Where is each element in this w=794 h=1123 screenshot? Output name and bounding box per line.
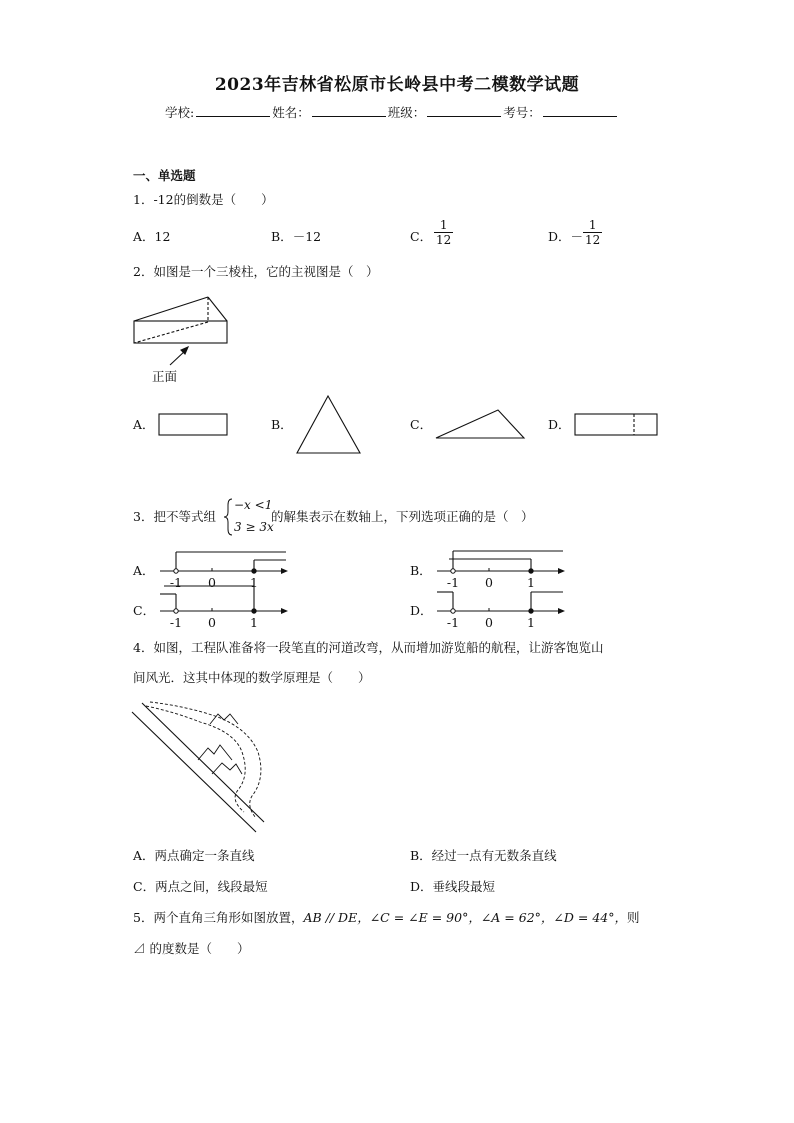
q3-a-tick-label-1: 0 bbox=[208, 575, 216, 590]
q1-d-sign: － bbox=[570, 229, 584, 244]
q5-stem-post: 则 bbox=[626, 910, 640, 925]
q3-inequality-2: 3 ≥ 3x bbox=[234, 520, 274, 534]
q4-stem-line2: 间风光．这其中体现的数学原理是（ ） bbox=[133, 670, 371, 685]
q3-d-tick-label-1: 0 bbox=[485, 615, 493, 630]
q1-a-value: 12 bbox=[154, 229, 171, 244]
q2-front-label: 正面 bbox=[152, 369, 178, 384]
q3-b-tick-label-2: 1 bbox=[527, 575, 535, 590]
q1-d-label: D． bbox=[548, 229, 571, 244]
q3-a-tick-label-0: -1 bbox=[169, 575, 183, 590]
q5-math: AB // DE，∠C = ∠E = 90°，∠A = 62°，∠D = 44°， bbox=[303, 910, 627, 925]
mountain-icon-3 bbox=[212, 763, 242, 774]
q3-c-tick-label-1: 0 bbox=[208, 615, 216, 630]
q3-c-tick-label-0: -1 bbox=[169, 615, 183, 630]
q3-a-tick-label-2: 1 bbox=[250, 575, 258, 590]
straight-river-bank-2 bbox=[142, 703, 264, 822]
q5-stem bbox=[133, 910, 640, 926]
q1-c-numerator: 1 bbox=[434, 218, 453, 233]
q1-d-denominator: 12 bbox=[585, 233, 601, 247]
school-label: 学校: bbox=[165, 105, 195, 120]
straight-river-bank-1 bbox=[132, 712, 256, 832]
q2-option-c-label[interactable]: C． bbox=[410, 417, 433, 432]
q5-stem-pre: 5．两个直角三角形如图放置， bbox=[133, 910, 304, 925]
q2-option-d-label[interactable]: D． bbox=[548, 417, 571, 432]
q2-option-b-label[interactable]: B． bbox=[271, 417, 293, 432]
q3-option-d-label[interactable]: D． bbox=[410, 603, 433, 618]
q3-c-tick-label-2: 1 bbox=[250, 615, 258, 630]
exam-no-label: 考号： bbox=[503, 105, 541, 120]
q4-option-c[interactable]: C．两点之间，线段最短 bbox=[133, 879, 268, 894]
q3-b-tick-label-0: -1 bbox=[446, 575, 460, 590]
q3-option-c-label[interactable]: C． bbox=[133, 603, 156, 618]
q5-stem-line2: ⊿ 的度数是（ ） bbox=[133, 941, 250, 956]
q1-b-label: B． bbox=[271, 229, 293, 244]
q3-option-b-label[interactable]: B． bbox=[410, 563, 432, 578]
q4-option-d[interactable]: D．垂线段最短 bbox=[410, 879, 496, 894]
q1-c-denominator: 12 bbox=[436, 233, 452, 247]
q3-b-tick-label-1: 0 bbox=[485, 575, 493, 590]
q3-inequality-1: −x <1 bbox=[234, 498, 273, 512]
q4-option-a[interactable]: A．两点确定一条直线 bbox=[133, 848, 255, 863]
section-heading: 一、单选题 bbox=[133, 168, 196, 183]
q2-option-a-label[interactable]: A． bbox=[133, 417, 155, 432]
q1-a-label: A． bbox=[133, 229, 155, 244]
q4-stem-line1: 4．如图，工程队准备将一段笔直的河道改弯，从而增加游览船的航程，让游客饱览山 bbox=[133, 640, 604, 655]
page-title: 2023年吉林省松原市长岭县中考二模数学试题 bbox=[214, 75, 580, 95]
q1-b-value: －12 bbox=[292, 229, 322, 244]
q1-option-c-label[interactable]: C． bbox=[410, 229, 433, 244]
name-label: 姓名： bbox=[272, 105, 310, 120]
q3-stem-pre: 3．把不等式组 bbox=[133, 509, 216, 524]
q1-d-numerator: 1 bbox=[583, 218, 602, 233]
q3-d-tick-label-0: -1 bbox=[446, 615, 460, 630]
q4-option-b[interactable]: B．经过一点有无数条直线 bbox=[410, 848, 557, 863]
q3-option-a-label[interactable]: A． bbox=[133, 563, 155, 578]
q1-stem: 1．-12的倒数是（ ） bbox=[133, 192, 274, 207]
class-label: 班级： bbox=[387, 105, 426, 120]
q3-stem-post: 的解集表示在数轴上，下列选项正确的是（ ） bbox=[271, 509, 534, 524]
q3-d-tick-label-2: 1 bbox=[527, 615, 535, 630]
q2-stem: 2．如图是一个三棱柱，它的主视图是（ ） bbox=[133, 264, 379, 279]
mountain-icon-2 bbox=[198, 745, 232, 760]
